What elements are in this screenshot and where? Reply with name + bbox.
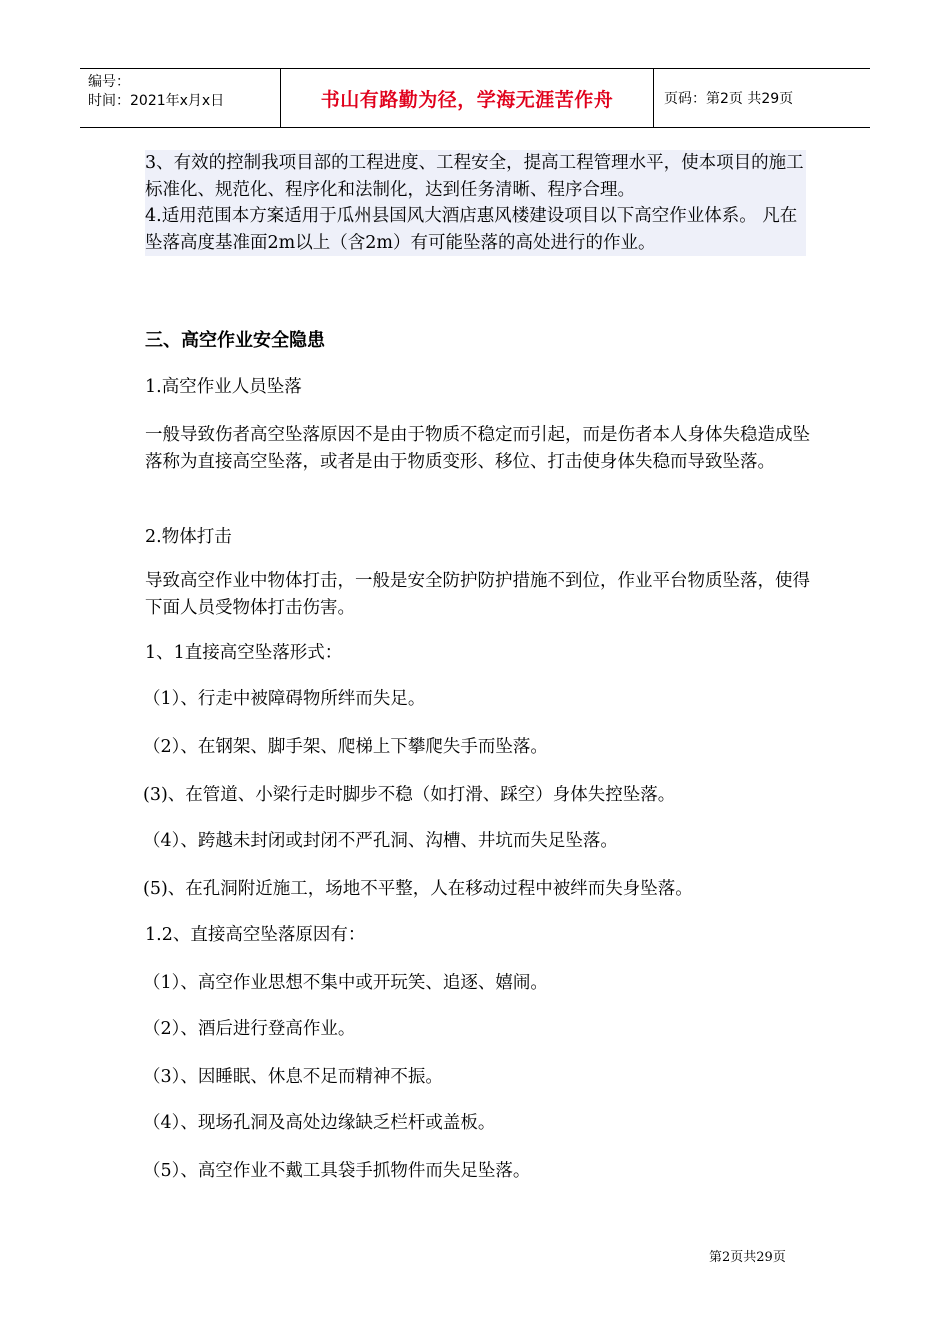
paragraph: 1.高空作业人员坠落 — [145, 377, 302, 397]
list-item: （4）、现场孔洞及高处边缘缺乏栏杆或盖板。 — [143, 1113, 496, 1133]
paragraph-item-4: 4.适用范围本方案适用于瓜州县国风大酒店惠风楼建设项目以下高空作业体系。 凡在坠落高度基准面2m以上（含2m）有可能坠落的高处进行的作业。 — [145, 206, 798, 253]
section-heading: 三、高空作业安全隐患 — [145, 330, 325, 351]
document-body — [143, 150, 815, 1181]
paragraph: 1、1直接高空坠落形式： — [145, 643, 343, 663]
list-item: （2）、酒后进行登高作业。 — [143, 1019, 356, 1039]
paragraph: 一般导致伤者高空坠落原因不是由于物质不稳定而引起，而是伤者本人身体失稳造成坠落称为直接高空坠落，或者是由于物质变形、移位、打击使身体失稳而导致坠落。 — [145, 425, 810, 472]
list-item: （1）、高空作业思想不集中或开玩笑、追逐、嬉闹。 — [143, 973, 548, 993]
page-footer: 第2页共29页 — [709, 1250, 786, 1265]
header-number-label: 编号： — [88, 74, 130, 90]
paragraph: 2.物体打击 — [145, 527, 232, 547]
header-meta — [80, 69, 281, 127]
list-item: (5)、在孔洞附近施工，场地不平整，人在移动过程中被绊而失身坠落。 — [143, 879, 693, 899]
list-item: (3)、在管道、小梁行走时脚步不稳（如打滑、踩空）身体失控坠落。 — [143, 785, 676, 805]
list-item: （5）、高空作业不戴工具袋手抓物件而失足坠落。 — [143, 1161, 531, 1181]
header-page-label: 页码：第2页 共29页 — [664, 91, 794, 107]
header-motto: 书山有路勤为径，学海无涯苦作舟 — [281, 69, 654, 127]
page-header — [80, 68, 870, 128]
list-item: （1）、行走中被障碍物所绊而失足。 — [143, 689, 426, 709]
header-time-label: 时间：2021年x月x日 — [88, 93, 225, 109]
list-item: （2）、在钢架、脚手架、爬梯上下攀爬失手而坠落。 — [143, 737, 548, 757]
paragraph-item-3: 3、有效的控制我项目部的工程进度、工程安全，提高工程管理水平，使本项目的施工标准化、规范化、程序化和法制化，达到任务清晰、程序合理。 — [145, 153, 804, 200]
highlighted-block — [145, 150, 806, 256]
list-item: （3）、因睡眠、休息不足而精神不振。 — [143, 1067, 443, 1087]
paragraph: 导致高空作业中物体打击，一般是安全防护防护措施不到位，作业平台物质坠落，使得下面人员受物体打击伤害。 — [145, 571, 810, 618]
list-item: （4）、跨越未封闭或封闭不严孔洞、沟槽、井坑而失足坠落。 — [143, 831, 618, 851]
paragraph: 1.2、直接高空坠落原因有： — [145, 925, 366, 945]
